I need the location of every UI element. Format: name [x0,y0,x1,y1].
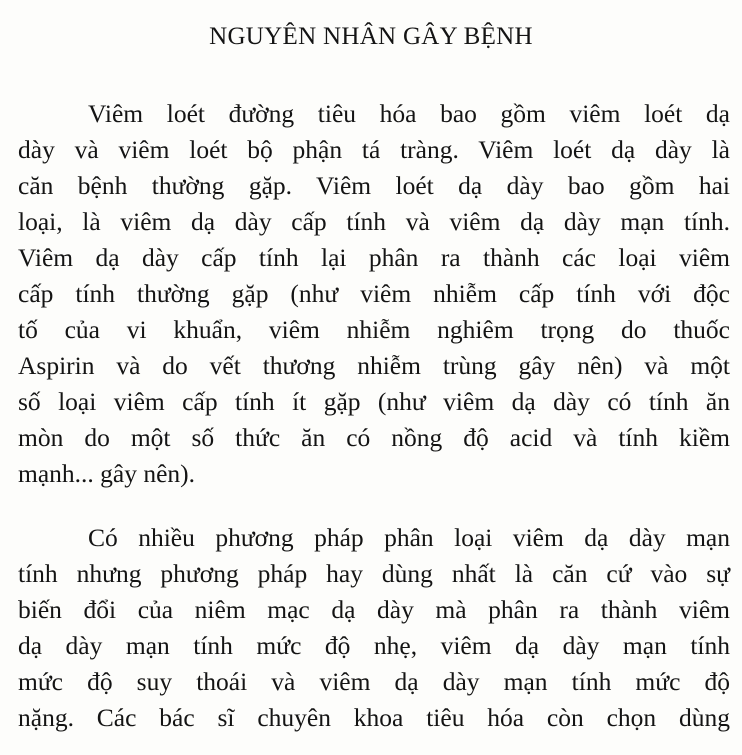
text-line: căn bệnh thường gặp. Viêm loét dạ dày bao gồm hai [18,171,730,200]
text-line: Aspirin và do vết thương nhiễm trùng gây nên) và một [18,351,730,380]
text-line: dạ dày mạn tính mức độ nhẹ, viêm dạ dày mạn tính [18,631,730,660]
text-line: số loại viêm cấp tính ít gặp (như viêm dạ dày có tính ăn [18,387,730,416]
text-line: cấp tính thường gặp (như viêm nhiễm cấp tính với độc [18,279,730,308]
text-line: biến đổi của niêm mạc dạ dày mà phân ra thành viêm [18,595,730,624]
text-line: loại, là viêm dạ dày cấp tính và viêm dạ dày mạn tính. [18,207,730,236]
text-line: dày và viêm loét bộ phận tá tràng. Viêm loét dạ dày là [18,135,730,164]
text-line: mức độ suy thoái và viêm dạ dày mạn tính mức độ [18,667,730,696]
text-line: nặng. Các bác sĩ chuyên khoa tiêu hóa còn chọn dùng [18,703,730,732]
text-line: tính nhưng phương pháp hay dùng nhất là căn cứ vào sự [18,559,730,588]
text-line: mòn do một số thức ăn có nồng độ acid và tính kiềm [18,423,730,452]
section-heading: NGUYÊN NHÂN GÂY BỆNH [209,23,533,50]
text-line: Viêm dạ dày cấp tính lại phân ra thành các loại viêm [18,243,730,272]
text-line: Có nhiều phương pháp phân loại viêm dạ dày mạn [88,523,730,552]
text-line: mạnh... gây nên). [18,459,196,488]
text-line: tố của vi khuẩn, viêm nhiễm nghiêm trọng do thuốc [18,315,730,344]
text-line: Viêm loét đường tiêu hóa bao gồm viêm loét dạ [88,99,730,128]
